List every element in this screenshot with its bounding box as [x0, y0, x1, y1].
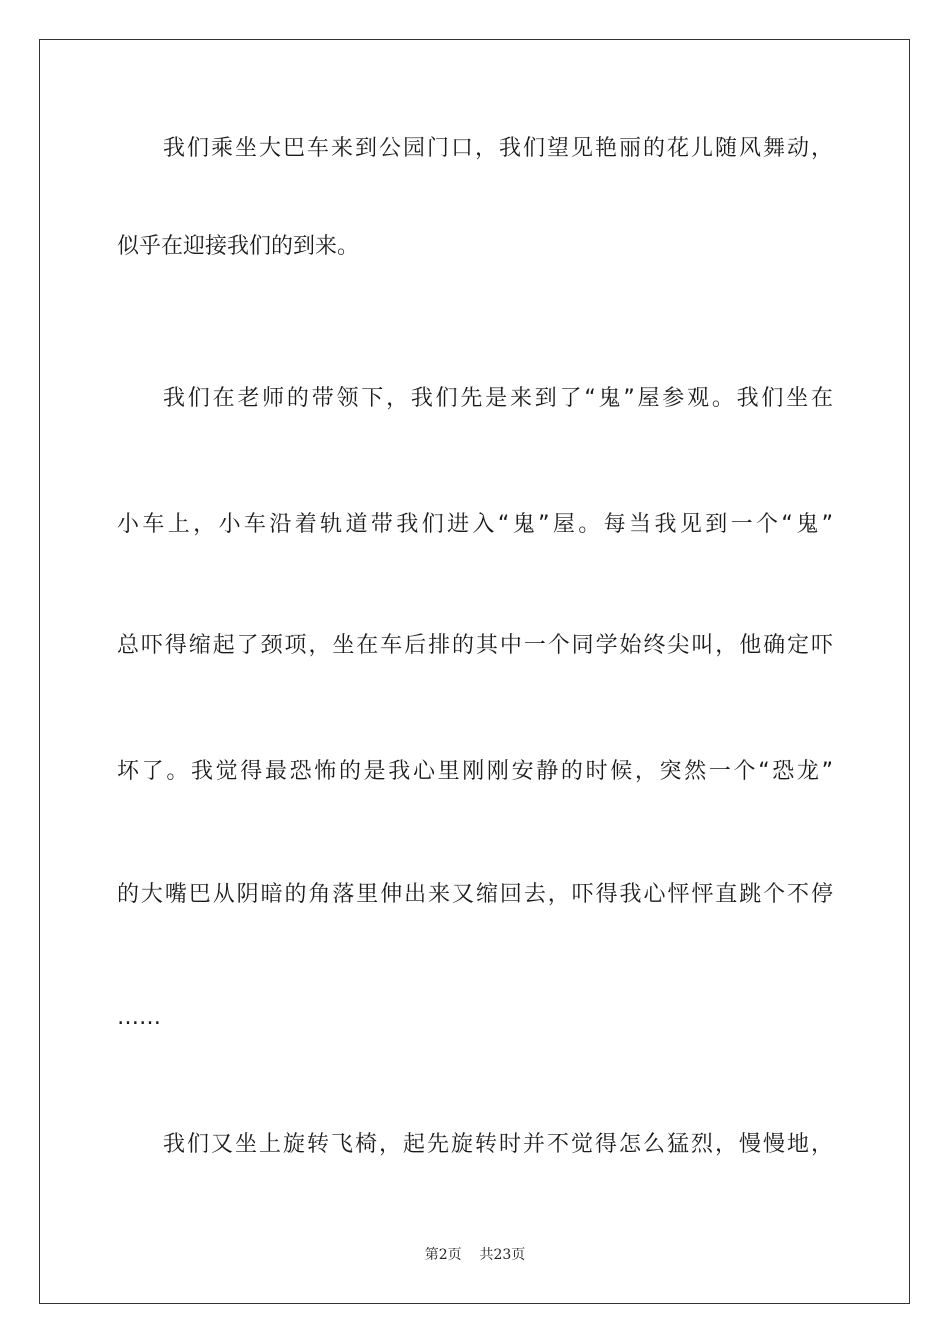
paragraph-1-line-2: 似乎在迎接我们的到来。 [117, 234, 360, 259]
paragraph-1-line-1: 我们乘坐大巴车来到公园门口，我们望见艳丽的花儿随风舞动， [163, 136, 833, 161]
paragraph-2-line-6: …… [117, 1005, 161, 1030]
paragraph-2-line-1: 我们在老师的带领下，我们先是来到了“鬼”屋参观。我们坐在 [163, 386, 833, 411]
paragraph-2-line-2: 小车上，小车沿着轨道带我们进入“鬼”屋。每当我见到一个“鬼” [117, 512, 833, 537]
page-border [39, 39, 910, 1304]
page-footer [0, 1246, 950, 1264]
page-number: 第2页 [424, 1247, 462, 1263]
total-pages: 共23页 [479, 1247, 526, 1263]
paragraph-2-line-4: 坏了。我觉得最恐怖的是我心里刚刚安静的时候，突然一个“恐龙” [117, 759, 833, 784]
paragraph-3-line-1: 我们又坐上旋转飞椅，起先旋转时并不觉得怎么猛烈，慢慢地， [163, 1132, 833, 1157]
paragraph-2-line-5: 的大嘴巴从阴暗的角落里伸出来又缩回去，吓得我心怦怦直跳个不停 [117, 882, 833, 907]
paragraph-2-line-3: 总吓得缩起了颈项，坐在车后排的其中一个同学始终尖叫，他确定吓 [117, 633, 833, 658]
